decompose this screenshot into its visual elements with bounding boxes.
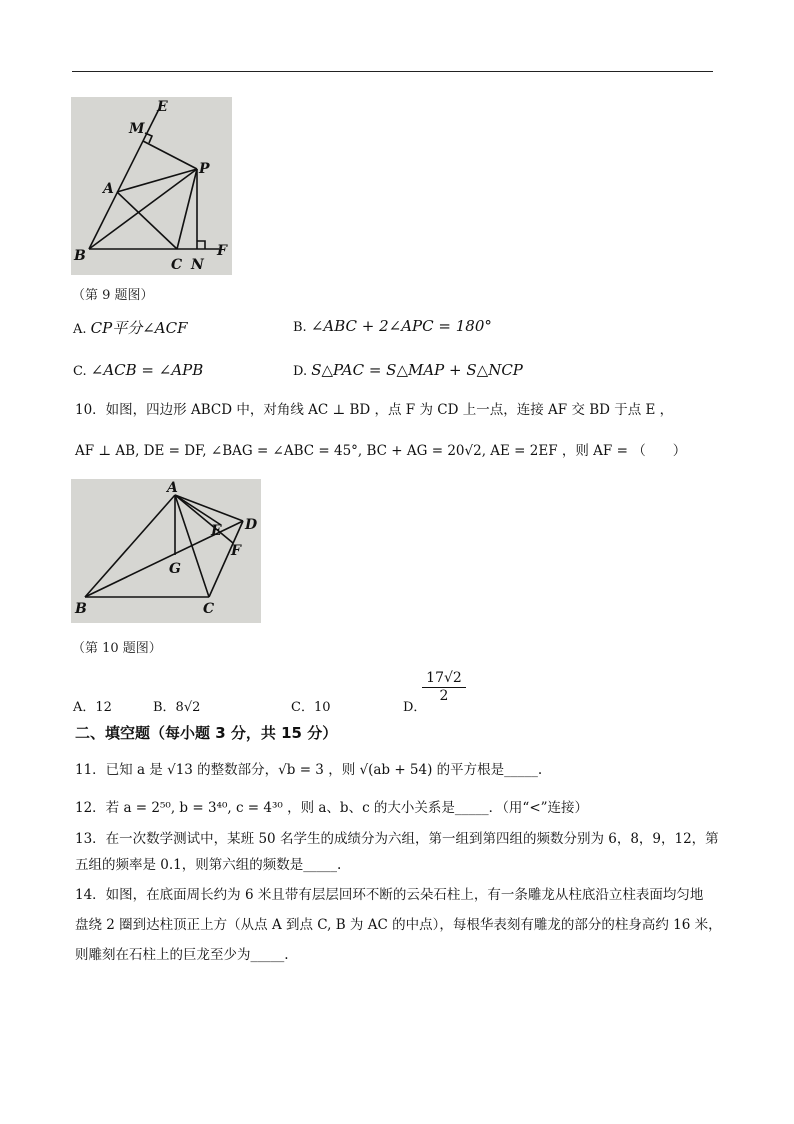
q11-text: 11．已知 a 是 √13 的整数部分，√b = 3 ，则 √(ab + 54) 的平方根是_____. bbox=[75, 762, 543, 778]
q14-line-3: 则雕刻在石柱上的巨龙至少为_____. bbox=[75, 947, 289, 963]
fig9-label-a: A bbox=[103, 181, 114, 197]
q10-option-d-fraction bbox=[422, 670, 466, 704]
fig9-label-m: M bbox=[129, 121, 145, 137]
figure-10 bbox=[71, 479, 261, 623]
q10-line-1: 10．如图，四边形 ABCD 中，对角线 AC ⊥ BD ，点 F 为 CD 上一点，连接 AF 交 BD 于点 E ， bbox=[75, 402, 674, 418]
fig10-label-f: F bbox=[231, 543, 241, 559]
figure-9-caption: （第 9 题图） bbox=[72, 288, 154, 303]
fig9-label-e: E bbox=[157, 99, 168, 115]
q9-option-c bbox=[73, 361, 203, 379]
q13-line-2: 五组的频率是 0.1，则第六组的频数是_____. bbox=[75, 857, 342, 873]
fig9-label-f: F bbox=[217, 243, 227, 259]
figure-9-diagram bbox=[71, 97, 232, 275]
q9-option-d bbox=[293, 361, 523, 379]
q10-option-a: A．12 bbox=[73, 700, 112, 715]
q9-option-b-letter: B. bbox=[293, 320, 307, 335]
section-2-title: 二、填空题（每小题 3 分，共 15 分） bbox=[75, 724, 338, 742]
q13-line-1: 13．在一次数学测试中，某班 50 名学生的成绩分为六组，第一组到第四组的频数分别为 6，8，9，12，第 bbox=[75, 831, 719, 847]
fig9-label-c: C bbox=[171, 257, 183, 273]
q10-option-d-letter: D． bbox=[403, 700, 427, 715]
fig10-label-b: B bbox=[75, 601, 87, 617]
fig10-label-e: E bbox=[211, 523, 222, 539]
q10-option-c: C．10 bbox=[291, 700, 331, 715]
q9-option-a bbox=[73, 317, 188, 338]
q9-option-c-letter: C. bbox=[73, 364, 87, 379]
q9-option-d-letter: D. bbox=[293, 364, 308, 379]
q12-text: 12．若 a = 2⁵⁰, b = 3⁴⁰, c = 4³⁰ ，则 a、b、c 的大小关系是_____．（用“<”连接） bbox=[75, 800, 589, 816]
fig9-label-p: P bbox=[199, 161, 210, 177]
header-rule bbox=[72, 71, 713, 72]
fig10-label-g: G bbox=[169, 561, 181, 577]
figure-10-diagram bbox=[71, 479, 261, 623]
q9-option-a-text: CP平分∠ACF bbox=[90, 319, 188, 337]
fig10-label-c: C bbox=[203, 601, 215, 617]
q9-option-b bbox=[293, 317, 492, 335]
q9-option-a-letter: A. bbox=[73, 322, 87, 337]
q14-line-2: 盘绕 2 圈到达柱顶正上方（从点 A 到点 C, B 为 AC 的中点），每根华表刻有雕龙的部分的柱身高约 16 米， bbox=[75, 917, 722, 933]
fig9-label-b: B bbox=[74, 248, 86, 264]
fig10-label-d: D bbox=[245, 517, 258, 533]
q10-option-b: B．8√2 bbox=[153, 700, 201, 715]
q9-option-c-text: ∠ACB = ∠APB bbox=[90, 361, 204, 379]
q9-option-d-text: S△PAC = S△MAP + S△NCP bbox=[311, 361, 523, 379]
q10-option-d-numerator: 17√2 bbox=[422, 670, 466, 688]
q10-line-2: AF ⊥ AB, DE = DF, ∠BAG = ∠ABC = 45°, BC + AG = 20√2, AE = 2EF ，则 AF = （ ） bbox=[75, 443, 687, 459]
q9-option-b-text: ∠ABC + 2∠APC = 180° bbox=[310, 317, 492, 335]
figure-10-caption: （第 10 题图） bbox=[72, 641, 162, 656]
q14-line-1: 14．如图，在底面周长约为 6 米且带有层层回环不断的云朵石柱上，有一条雕龙从柱底沿立柱表面均匀地 bbox=[75, 887, 704, 903]
fig9-label-n: N bbox=[191, 257, 204, 273]
fig10-label-a: A bbox=[167, 480, 178, 496]
q10-option-d-denominator: 2 bbox=[439, 688, 449, 704]
figure-9 bbox=[71, 97, 232, 275]
